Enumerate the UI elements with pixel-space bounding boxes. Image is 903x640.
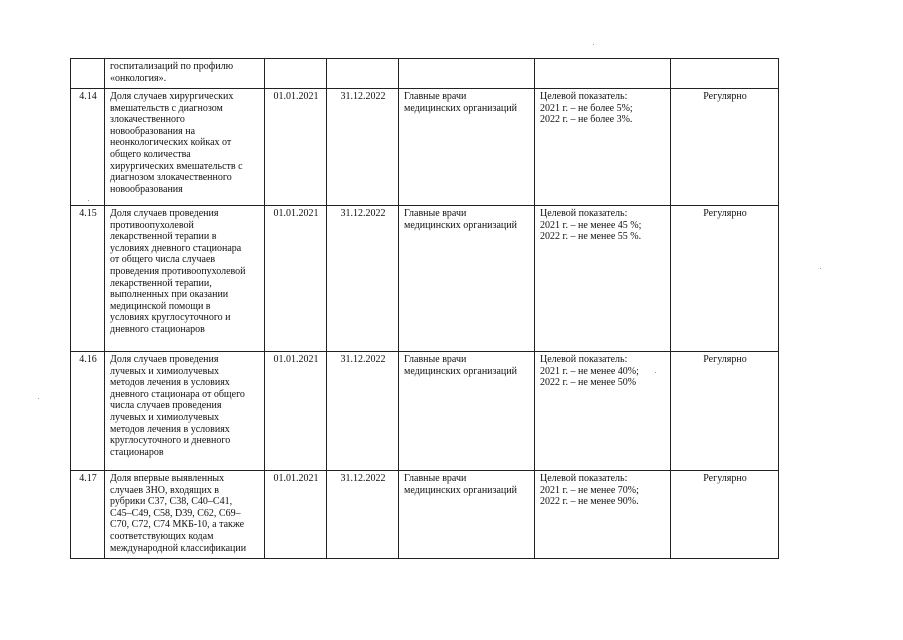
target-indicator-cell-line: Целевой показатель:	[540, 91, 628, 102]
responsible-cell	[399, 59, 535, 89]
indicator-description-cell-line: дневного стационара от общего	[110, 388, 245, 400]
target-indicator-cell-line: 2022 г. – не более 3%.	[540, 114, 633, 126]
target-indicator-cell-line: 2021 г. – не более 5%;	[540, 102, 633, 114]
start-date-cell	[265, 89, 327, 206]
end-date-cell-text: 31.12.2022	[340, 208, 386, 219]
scan-speck	[655, 372, 656, 373]
frequency-cell	[671, 89, 779, 206]
item-number-cell	[71, 352, 105, 471]
frequency-cell-text: Регулярно	[703, 473, 747, 484]
target-indicator-cell-line: 2021 г. – не менее 70%;	[540, 484, 639, 496]
indicator-description-cell-line: круглосуточного и дневного	[110, 435, 231, 447]
target-indicator-cell-line: Целевой показатель:	[540, 354, 628, 365]
end-date-cell	[327, 471, 399, 559]
responsible-cell-line: Главные врачи	[404, 91, 467, 102]
scan-speck	[593, 44, 594, 45]
item-number-cell	[71, 59, 105, 89]
start-date-cell-text: 01.01.2021	[273, 473, 319, 484]
target-indicator-cell-line: 2022 г. – не менее 55 %.	[540, 231, 642, 243]
frequency-cell-text: Регулярно	[703, 208, 747, 219]
start-date-cell-text: 01.01.2021	[273, 91, 319, 102]
indicator-description-cell-line: условиях дневного стационара	[110, 242, 242, 254]
indicator-description-cell-line: Доля случаев проведения	[110, 354, 219, 365]
end-date-cell-text: 31.12.2022	[340, 354, 386, 365]
frequency-cell-text: Регулярно	[703, 91, 747, 102]
target-indicator-cell-line: Целевой показатель:	[540, 473, 628, 484]
indicator-description-cell-line: новообразования	[110, 183, 183, 195]
end-date-cell	[327, 59, 399, 89]
start-date-cell	[265, 352, 327, 471]
frequency-cell	[671, 206, 779, 352]
responsible-cell-line: Главные врачи	[404, 473, 467, 484]
indicator-description-cell-line: от общего числа случаев	[110, 254, 216, 266]
item-number-cell	[71, 206, 105, 352]
frequency-cell	[671, 352, 779, 471]
measures-table-body	[71, 59, 779, 559]
responsible-cell-line: медицинских организаций	[404, 365, 517, 377]
indicator-description-cell-line: неонкологических койках от	[110, 137, 232, 149]
table-row	[71, 59, 779, 89]
indicator-description-cell-line: стационаров	[110, 446, 164, 458]
responsible-cell	[399, 352, 535, 471]
responsible-cell	[399, 89, 535, 206]
indicator-description-cell-line: лучевых и химиолучевых	[110, 365, 220, 377]
target-indicator-cell-line: 2021 г. – не менее 40%;	[540, 365, 639, 377]
start-date-cell-text: 01.01.2021	[273, 208, 319, 219]
indicator-description-cell-line: методов лечения в условиях	[110, 423, 230, 435]
indicator-description-cell-line: хирургических вмешательств с	[110, 160, 243, 172]
start-date-cell-text: 01.01.2021	[273, 354, 319, 365]
scan-speck	[88, 200, 89, 201]
indicator-description-cell	[105, 471, 265, 559]
table-row	[71, 206, 779, 352]
end-date-cell-text: 31.12.2022	[340, 91, 386, 102]
indicator-description-cell-line: общего количества	[110, 148, 191, 160]
table-row	[71, 471, 779, 559]
item-number-cell-text: 4.16	[79, 354, 97, 365]
indicator-description-cell-line: условиях круглосуточного и	[110, 312, 231, 324]
indicator-description-cell-line: Доля впервые выявленных	[110, 473, 225, 484]
target-indicator-cell	[535, 352, 671, 471]
start-date-cell	[265, 471, 327, 559]
frequency-cell	[671, 59, 779, 89]
item-number-cell-text: 4.14	[79, 91, 97, 102]
indicator-description-cell-line: дневного стационаров	[110, 323, 205, 335]
start-date-cell	[265, 59, 327, 89]
target-indicator-cell	[535, 471, 671, 559]
item-number-cell	[71, 89, 105, 206]
indicator-description-cell	[105, 89, 265, 206]
item-number-cell-text: 4.17	[79, 473, 97, 484]
responsible-cell	[399, 206, 535, 352]
table-row	[71, 352, 779, 471]
indicator-description-cell-line: соответствующих кодам	[110, 530, 214, 542]
item-number-cell	[71, 471, 105, 559]
indicator-description-cell-line: выполненных при оказании	[110, 289, 229, 301]
indicator-description-cell-line: международной классификации	[110, 542, 247, 554]
indicator-description-cell	[105, 206, 265, 352]
scan-speck	[820, 268, 821, 269]
end-date-cell	[327, 89, 399, 206]
end-date-cell-text: 31.12.2022	[340, 473, 386, 484]
indicator-description-cell-line: числа случаев проведения	[110, 400, 222, 412]
table-row	[71, 89, 779, 206]
responsible-cell-line: медицинских организаций	[404, 219, 517, 231]
indicator-description-cell-line: лекарственной терапии в	[110, 231, 217, 243]
indicator-description-cell-line: «онкология».	[110, 72, 167, 84]
scan-speck	[38, 398, 39, 399]
measures-table	[70, 58, 779, 559]
indicator-description-cell-line: лучевых и химиолучевых	[110, 411, 220, 423]
indicator-description-cell-line: противоопухолевой	[110, 219, 194, 231]
indicator-description-cell-line: Доля случаев проведения	[110, 208, 219, 219]
indicator-description-cell-line: медицинской помощи в	[110, 300, 211, 312]
responsible-cell	[399, 471, 535, 559]
target-indicator-cell-line: 2022 г. – не менее 90%.	[540, 496, 639, 508]
target-indicator-cell	[535, 59, 671, 89]
indicator-description-cell-line: диагнозом злокачественного	[110, 172, 232, 184]
target-indicator-cell-line: 2022 г. – не менее 50%	[540, 377, 637, 389]
indicator-description-cell-line: методов лечения в условиях	[110, 377, 230, 389]
responsible-cell-line: Главные врачи	[404, 354, 467, 365]
indicator-description-cell-line: C45–C49, C58, D39, C62, C69–	[110, 507, 241, 519]
end-date-cell	[327, 206, 399, 352]
indicator-description-cell-line: случаев ЗНО, входящих в	[110, 484, 220, 496]
indicator-description-cell-line: лекарственной терапии,	[110, 277, 212, 289]
target-indicator-cell-line: 2021 г. – не менее 45 %;	[540, 219, 642, 231]
responsible-cell-line: медицинских организаций	[404, 484, 517, 496]
target-indicator-cell-line: Целевой показатель:	[540, 208, 628, 219]
end-date-cell	[327, 352, 399, 471]
indicator-description-cell	[105, 59, 265, 89]
indicator-description-cell-line: Доля случаев хирургических	[110, 91, 234, 102]
responsible-cell-line: медицинских организаций	[404, 102, 517, 114]
indicator-description-cell-line: проведения противоопухолевой	[110, 265, 246, 277]
frequency-cell	[671, 471, 779, 559]
indicator-description-cell-line: новообразования на	[110, 125, 196, 137]
target-indicator-cell	[535, 206, 671, 352]
indicator-description-cell	[105, 352, 265, 471]
frequency-cell-text: Регулярно	[703, 354, 747, 365]
target-indicator-cell	[535, 89, 671, 206]
start-date-cell	[265, 206, 327, 352]
responsible-cell-line: Главные врачи	[404, 208, 467, 219]
indicator-description-cell-line: C70, C72, C74 МКБ-10, а также	[110, 519, 245, 531]
indicator-description-cell-line: злокачественного	[110, 114, 185, 126]
indicator-description-cell-line: рубрики C37, C38, C40–C41,	[110, 496, 233, 508]
indicator-description-cell-line: вмешательств с диагнозом	[110, 102, 223, 114]
item-number-cell-text: 4.15	[79, 208, 97, 219]
indicator-description-cell-line: госпитализаций по профилю	[110, 61, 234, 72]
